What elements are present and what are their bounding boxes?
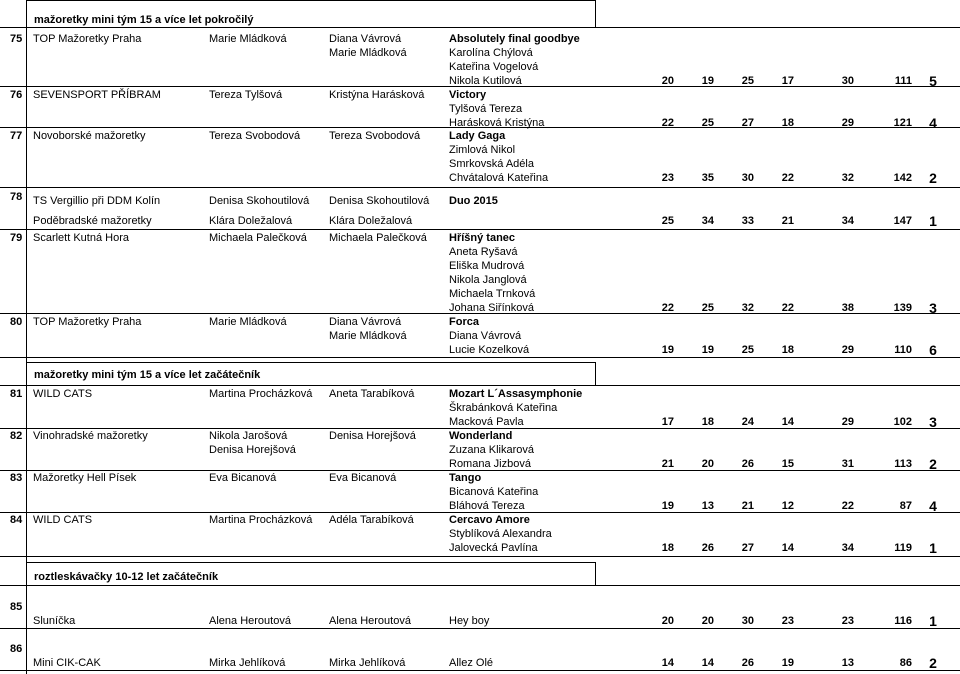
final-place: 1 [929, 539, 937, 556]
final-place: 4 [929, 114, 937, 131]
leader-name: Tereza Svobodová [329, 130, 421, 142]
judge-score: 22 [781, 171, 794, 184]
entry-number: 84 [10, 514, 23, 526]
member-name: Michaela Trnková [449, 287, 536, 300]
judge-score: 19 [781, 657, 794, 669]
entry-number: 77 [10, 130, 23, 142]
trainer-name: Marie Mládková [209, 33, 287, 45]
club-name: Vinohradské mažoretky [33, 430, 148, 442]
trainer-name: Michaela Palečková [209, 232, 307, 244]
judge-score: 18 [781, 343, 794, 356]
trainer-name: Denisa Horejšová [209, 443, 296, 456]
final-place: 3 [929, 299, 937, 316]
total-score: 87 [899, 499, 912, 512]
member-name: Zuzana Klikarová [449, 443, 534, 456]
row-divider [0, 313, 960, 314]
member-name: Jalovecká Pavlína [449, 541, 538, 554]
total-score: 102 [893, 415, 912, 428]
section-title: mažoretky mini tým 15 a více let začátečník [34, 369, 261, 381]
judge-score: 13 [701, 499, 714, 512]
total-score: 121 [893, 116, 912, 129]
frame-top-line [26, 0, 596, 1]
judge-score: 19 [701, 343, 714, 356]
total-score: 139 [893, 301, 912, 314]
member-name: Diana Vávrová [449, 329, 522, 342]
entry-number: 78 [10, 191, 23, 203]
judge-score: 19 [701, 74, 714, 87]
judge-score: 14 [781, 415, 794, 428]
judge-score: 35 [701, 171, 714, 184]
trainer-name: Nikola Jarošová [209, 430, 288, 442]
member-name: Johana Siřínková [449, 301, 534, 314]
judge-score: 21 [781, 215, 794, 227]
judge-score: 12 [781, 499, 794, 512]
judge-score: 23 [781, 615, 794, 627]
judge-score: 25 [661, 215, 674, 227]
judge-score: 19 [661, 343, 674, 356]
leader-name: Marie Mládková [329, 46, 407, 59]
total-score: 116 [894, 615, 912, 627]
judge-score: 22 [781, 301, 794, 314]
member-name: Harásková Kristýna [449, 116, 545, 129]
leader-name: Eva Bicanová [329, 472, 397, 484]
choreography-title: Forca [449, 316, 479, 328]
trainer-name: Tereza Tylšová [209, 89, 283, 101]
choreography-title: Tango [449, 472, 482, 484]
judge-score: 17 [661, 415, 674, 428]
entry-number: 80 [10, 316, 23, 328]
judge-score: 23 [661, 171, 674, 184]
total-score: 110 [894, 343, 912, 356]
row-divider [0, 357, 960, 358]
choreography-title: Absolutely final goodbye [449, 33, 580, 45]
choreography-title: Mozart L´Assasymphonie [449, 388, 583, 400]
final-place: 1 [929, 213, 937, 229]
section-divider [0, 385, 960, 386]
trainer-name: Martina Procházková [209, 514, 313, 526]
member-name: Aneta Ryšavá [449, 245, 518, 258]
judge-score: 26 [701, 541, 714, 554]
member-name: Lucie Kozelková [449, 343, 530, 356]
club-name: TOP Mažoretky Praha [33, 33, 142, 45]
entry-number: 86 [10, 643, 23, 655]
club-name: Mini CIK-CAK [33, 657, 101, 669]
judge-score: 14 [781, 541, 794, 554]
club-name: WILD CATS [33, 514, 93, 526]
judge-score: 21 [661, 457, 674, 470]
judge-score: 34 [841, 541, 854, 554]
judge-score: 23 [841, 615, 854, 627]
judge-score: 30 [841, 74, 854, 87]
section-divider [0, 27, 960, 28]
trainer-name: Marie Mládková [209, 316, 287, 328]
judge-score: 34 [701, 215, 714, 227]
trainer-name: Denisa Skohoutilová [209, 195, 310, 207]
judge-score: 26 [741, 657, 754, 669]
judge-score: 17 [781, 74, 794, 87]
trainer-name: Tereza Svobodová [209, 130, 301, 142]
section-right-line [595, 562, 596, 585]
total-score: 147 [893, 215, 912, 227]
frame-left-line [26, 0, 27, 674]
judge-score: 32 [841, 171, 854, 184]
judge-score: 13 [841, 657, 854, 669]
row-divider [0, 127, 960, 128]
judge-score: 20 [701, 457, 714, 470]
choreography-title: Victory [449, 89, 487, 101]
judge-score: 34 [841, 215, 854, 227]
judge-score: 22 [661, 116, 674, 129]
leader-name: Denisa Skohoutilová [329, 195, 430, 207]
leader-name: Kristýna Harásková [329, 89, 425, 101]
choreography-title: Wonderland [449, 430, 513, 442]
judge-score: 19 [661, 499, 674, 512]
total-score: 142 [893, 171, 912, 184]
member-name: Romana Jizbová [449, 457, 531, 470]
judge-score: 30 [741, 615, 754, 627]
judge-score: 25 [741, 343, 754, 356]
final-place: 6 [929, 341, 937, 358]
trainer-name: Mirka Jehlíková [209, 657, 286, 669]
leader-name: Mirka Jehlíková [329, 657, 406, 669]
member-name: Styblíková Alexandra [449, 527, 552, 540]
choreography-title: Hey boy [449, 615, 490, 627]
total-score: 111 [894, 74, 912, 87]
club-name: Sluníčka [33, 615, 76, 627]
judge-score: 33 [741, 215, 754, 227]
judge-score: 15 [781, 457, 794, 470]
entry-number: 75 [10, 33, 23, 45]
choreography-title: Allez Olé [449, 657, 494, 669]
choreography-title: Duo 2015 [449, 195, 498, 207]
judge-score: 18 [701, 415, 714, 428]
judge-score: 24 [741, 415, 754, 428]
judge-score: 18 [661, 541, 674, 554]
total-score: 86 [899, 657, 912, 669]
judge-score: 30 [741, 171, 754, 184]
judge-score: 31 [841, 457, 854, 470]
judge-score: 14 [661, 657, 674, 669]
row-divider [0, 628, 960, 629]
judge-score: 26 [741, 457, 754, 470]
member-name: Eliška Mudrová [449, 259, 525, 272]
judge-score: 18 [781, 116, 794, 129]
trainer-name: Klára Doležalová [209, 215, 293, 227]
member-name: Chvátalová Kateřina [449, 171, 549, 184]
judge-score: 25 [701, 301, 714, 314]
judge-score: 20 [661, 74, 674, 87]
choreography-title: Lady Gaga [449, 130, 506, 142]
member-name: Tylšová Tereza [449, 102, 523, 115]
entry-number: 83 [10, 472, 23, 484]
leader-name: Alena Heroutová [329, 615, 411, 627]
final-place: 2 [929, 655, 937, 671]
frame-right-line [595, 0, 596, 27]
leader-name: Denisa Horejšová [329, 430, 416, 442]
member-name: Bláhová Tereza [449, 499, 525, 512]
section-right-line [595, 362, 596, 385]
entry-number: 82 [10, 430, 23, 442]
choreography-title: Hříšný tanec [449, 232, 516, 244]
leader-name: Marie Mládková [329, 329, 407, 342]
final-place: 5 [929, 72, 937, 89]
leader-name: Klára Doležalová [329, 215, 413, 227]
judge-score: 21 [741, 499, 754, 512]
judge-score: 25 [701, 116, 714, 129]
club-name: Mažoretky Hell Písek [33, 472, 137, 484]
final-place: 2 [929, 455, 937, 472]
judge-score: 27 [741, 116, 754, 129]
trainer-name: Martina Procházková [209, 388, 313, 400]
entry-number: 79 [10, 232, 23, 244]
club-name: Novoborské mažoretky [33, 130, 146, 142]
club-name: SEVENSPORT PŘÍBRAM [33, 89, 161, 101]
club-name: Scarlett Kutná Hora [33, 232, 129, 244]
club-name: TS Vergillio při DDM Kolín [33, 195, 161, 207]
section-top-line [26, 362, 596, 363]
entry-number: 85 [10, 601, 23, 613]
member-name: Nikola Janglová [449, 273, 527, 286]
total-score: 113 [894, 457, 912, 470]
leader-name: Aneta Tarabíková [329, 388, 415, 400]
trainer-name: Eva Bicanová [209, 472, 277, 484]
section-title: mažoretky mini tým 15 a více let pokročilý [34, 14, 254, 26]
final-place: 3 [929, 413, 937, 430]
judge-score: 27 [741, 541, 754, 554]
leader-name: Diana Vávrová [329, 316, 402, 328]
entry-number: 81 [10, 388, 23, 400]
member-name: Zimlová Nikol [449, 143, 516, 156]
judge-score: 32 [741, 301, 754, 314]
member-name: Nikola Kutilová [449, 74, 522, 87]
member-name: Škrabánková Kateřina [449, 401, 558, 414]
final-place: 4 [929, 497, 937, 514]
trainer-name: Alena Heroutová [209, 615, 291, 627]
member-name: Smrkovská Adéla [449, 157, 534, 170]
choreography-title: Cercavo Amore [449, 514, 530, 526]
leader-name: Adéla Tarabíková [329, 514, 414, 526]
section-top-line [26, 562, 596, 563]
entry-number: 76 [10, 89, 23, 101]
final-place: 2 [929, 169, 937, 186]
judge-score: 29 [841, 343, 854, 356]
row-divider [0, 556, 960, 557]
section-divider [0, 585, 960, 586]
judge-score: 22 [841, 499, 854, 512]
section-title: roztleskávačky 10-12 let začátečník [34, 571, 219, 583]
judge-score: 29 [841, 116, 854, 129]
member-name: Bicanová Kateřina [449, 485, 539, 498]
member-name: Karolína Chýlová [449, 46, 533, 59]
judge-score: 20 [661, 615, 674, 627]
judge-score: 38 [841, 301, 854, 314]
judge-score: 25 [741, 74, 754, 87]
judge-score: 14 [701, 657, 714, 669]
final-place: 1 [929, 613, 937, 629]
judge-score: 29 [841, 415, 854, 428]
row-divider [0, 187, 960, 188]
member-name: Kateřina Vogelová [449, 60, 539, 73]
total-score: 119 [894, 541, 912, 554]
judge-score: 20 [701, 615, 714, 627]
club-name: WILD CATS [33, 388, 93, 400]
club-name: TOP Mažoretky Praha [33, 316, 142, 328]
row-divider [0, 229, 960, 230]
leader-name: Michaela Palečková [329, 232, 427, 244]
judge-score: 22 [661, 301, 674, 314]
row-divider [0, 86, 960, 87]
member-name: Macková Pavla [449, 415, 524, 428]
leader-name: Diana Vávrová [329, 33, 402, 45]
club-name-secondary: Poděbradské mažoretky [33, 215, 152, 227]
row-divider [0, 670, 960, 671]
